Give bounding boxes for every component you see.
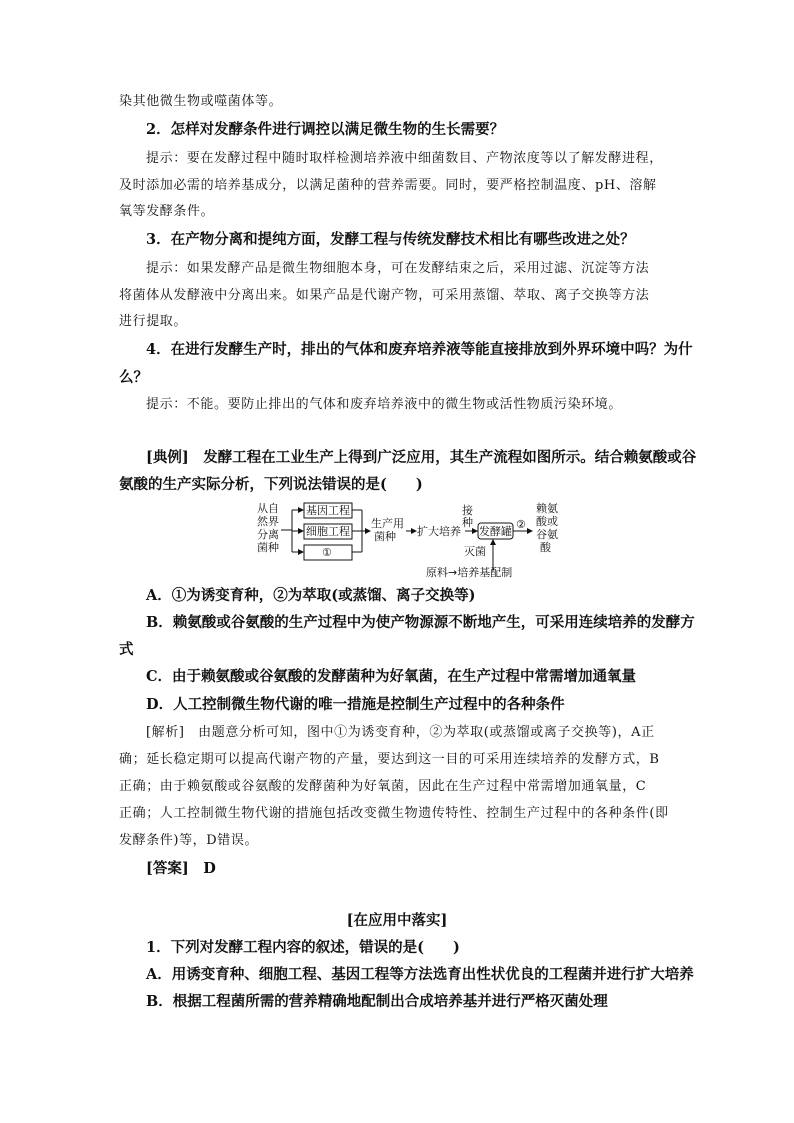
source-label-1: 从自 (257, 502, 279, 515)
example-stem-line-1: [典例] 发酵工程在工业生产上得到广泛应用，其生产流程如图所示。结合赖氨酸或谷 (146, 449, 697, 466)
example-stem-line-2: 氨酸的生产实际分析，下列说法错误的是( ) (119, 476, 423, 493)
product-label-3: 谷氨 (536, 528, 558, 541)
hint-2-line-3: 氧等发酵条件。 (119, 204, 215, 219)
hint-3-line-2: 将菌体从发酵液中分离出来。如果产品是代谢产物，可采用蒸馏、萃取、离子交换等方法 (119, 288, 650, 303)
practice-question-1: 1．下列对发酵工程内容的叙述，错误的是( ) (146, 939, 460, 956)
inoculate-label-2: 种 (462, 516, 473, 529)
question-4-line-2: 么？ (119, 369, 148, 386)
option-b-line-2: 式 (119, 641, 134, 658)
hint-2-line-2: 及时添加必需的培养基成分，以满足菌种的营养需要。同时，要严格控制温度、pH、溶解 (119, 178, 657, 193)
sterilize-label: 灭菌 (464, 545, 486, 558)
analysis-line-3: 正确；由于赖氨酸或谷氨酸的发酵菌种为好氧菌，因此在生产过程中常需增加通氧量，C (119, 779, 647, 794)
source-label-3: 分离 (257, 528, 279, 541)
production-strain-1: 生产用 (371, 517, 404, 530)
product-label-2: 酸或 (536, 515, 558, 528)
analysis-line-5: 发酵条件)等，D错误。 (119, 833, 259, 848)
answer: [答案] D (146, 860, 216, 877)
option-c: C．由于赖氨酸或谷氨酸的发酵菌种为好氧菌，在生产过程中常需增加通氧量 (146, 668, 637, 685)
question-2: 2．怎样对发酵条件进行调控以满足微生物的生长需要？ (146, 121, 505, 138)
source-label-4: 菌种 (257, 541, 279, 554)
analysis-line-4: 正确；人工控制微生物代谢的措施包括改变微生物遗传特性、控制生产过程中的各种条件(即 (119, 806, 669, 821)
practice-option-a: A．用诱变育种、细胞工程、基因工程等方法选育出性状优良的工程菌并进行扩大培养 (146, 966, 694, 983)
product-label-1: 赖氨 (536, 502, 558, 515)
option-d: D．人工控制微生物代谢的唯一措施是控制生产过程中的各种条件 (146, 696, 565, 713)
option-a: A．①为诱变育种，②为萃取(或蒸馏、离子交换等) (146, 587, 476, 604)
practice-option-b: B．根据工程菌所需的营养精确地配制出合成培养基并进行严格灭菌处理 (146, 993, 608, 1010)
analysis-line-1: [解析] 由题意分析可知，图中①为诱变育种，②为萃取(或蒸馏或离子交换等)，A正 (146, 725, 655, 740)
hint-4: 提示：不能。要防止排出的气体和废弃培养液中的微生物或活性物质污染环境。 (146, 397, 623, 412)
inoculate-label-1: 接 (462, 504, 473, 517)
section-heading: [在应用中落实] (346, 912, 448, 929)
method-cell-engineering: 细胞工程 (306, 525, 350, 538)
method-gene-engineering: 基因工程 (306, 504, 350, 517)
source-label-2: 然界 (257, 515, 279, 528)
step-circle-2: ② (516, 518, 526, 531)
line-01: 染其他微生物或噬菌体等。 (119, 94, 283, 109)
hint-2-line-1: 提示：要在发酵过程中随时取样检测培养液中细菌数目、产物浓度等以了解发酵进程， (146, 151, 663, 166)
hint-3-line-1: 提示：如果发酵产品是微生物细胞本身，可在发酵结束之后，采用过滤、沉淀等方法 (146, 261, 650, 276)
product-label-4: 酸 (540, 541, 551, 554)
production-strain-2: 菌种 (374, 530, 396, 543)
question-3: 3．在产物分离和提纯方面，发酵工程与传统发酵技术相比有哪些改进之处？ (146, 231, 635, 248)
question-4-line-1: 4．在进行发酵生产时，排出的气体和废弃培养液等能直接排放到外界环境中吗？为什 (146, 341, 693, 358)
expand-culture-label: 扩大培养 (417, 525, 461, 538)
production-flow-diagram (240, 500, 580, 582)
method-circle-1: ① (322, 546, 332, 559)
analysis-line-2: 确；延长稳定期可以提高代谢产物的产量，要达到这一目的可采用连续培养的发酵方式，B (119, 752, 660, 767)
hint-3-line-3: 进行提取。 (119, 314, 188, 329)
fermenter-label: 发酵罐 (479, 525, 512, 538)
medium-prep-label: 原料→培养基配制 (426, 566, 513, 579)
option-b-line-1: B．赖氨酸或谷氨酸的生产过程中为使产物源源不断地产生，可采用连续培养的发酵方 (146, 614, 695, 631)
